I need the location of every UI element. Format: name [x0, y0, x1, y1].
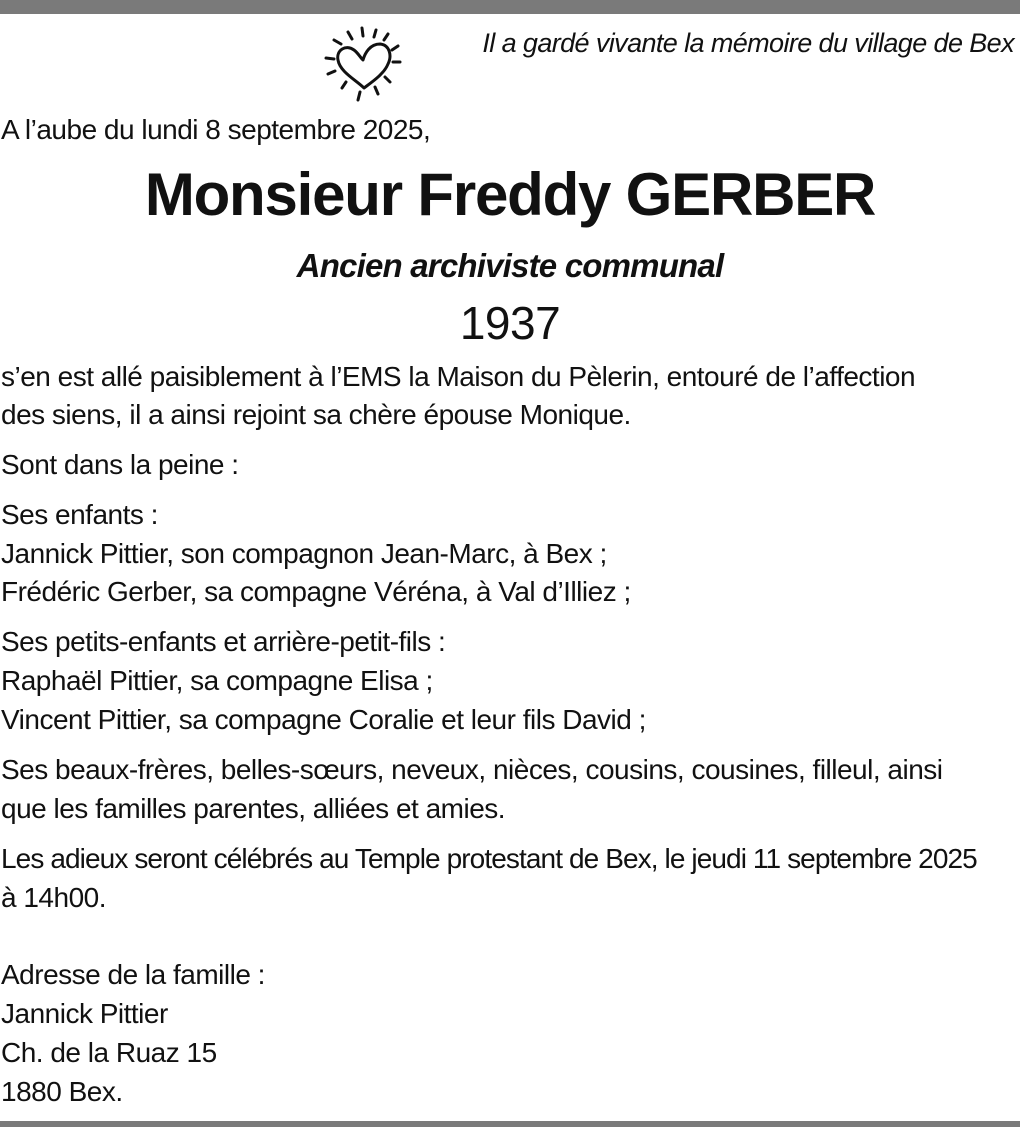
address-heading: Adresse de la famille :: [1, 959, 265, 990]
intro-line: A l’aube du lundi 8 septembre 2025,: [1, 114, 431, 145]
child-item: Jannick Pittier, son compagnon Jean-Marc, à Bex ;: [1, 538, 607, 569]
announcement-line-1: s’en est allé paisiblement à l’EMS la Maison du Pèlerin, entouré de l’affection: [1, 361, 916, 392]
bottom-rule: [0, 1121, 1020, 1127]
child-item: Frédéric Gerber, sa compagne Véréna, à Val d’Illiez ;: [1, 576, 631, 607]
grandchildren-heading: Ses petits-enfants et arrière-petit-fils :: [1, 626, 446, 657]
grandchild-item: Vincent Pittier, sa compagne Coralie et leur fils David ;: [1, 704, 646, 735]
grandchild-item: Raphaël Pittier, sa compagne Elisa ;: [1, 665, 433, 696]
birth-year: 1937: [459, 297, 561, 349]
address-name: Jannick Pittier: [1, 998, 168, 1029]
relatives-line-2: que les familles parentes, alliées et amies.: [1, 793, 506, 824]
address-street: Ch. de la Ruaz 15: [1, 1037, 217, 1068]
mourners-heading: Sont dans la peine :: [1, 449, 239, 480]
relatives-line-1: Ses beaux-frères, belles-sœurs, neveux, nièces, cousins, cousines, filleul, ainsi: [1, 754, 943, 785]
epigraph: Il a gardé vivante la mémoire du village de Bex: [482, 28, 1014, 58]
children-heading: Ses enfants :: [1, 499, 158, 530]
announcement-line-2: des siens, il a ainsi rejoint sa chère épouse Monique.: [1, 399, 631, 430]
funeral-line-2: à 14h00.: [1, 882, 106, 913]
address-city: 1880 Bex.: [1, 1076, 123, 1107]
top-rule: [0, 0, 1020, 14]
funeral-line-1: Les adieux seront célébrés au Temple protestant de Bex, le jeudi 11 septembre 2025: [1, 843, 977, 874]
deceased-name: Monsieur Freddy GERBER: [144, 161, 876, 228]
deceased-role: Ancien archiviste communal: [296, 247, 724, 284]
heart-doodle-icon: [318, 22, 408, 108]
